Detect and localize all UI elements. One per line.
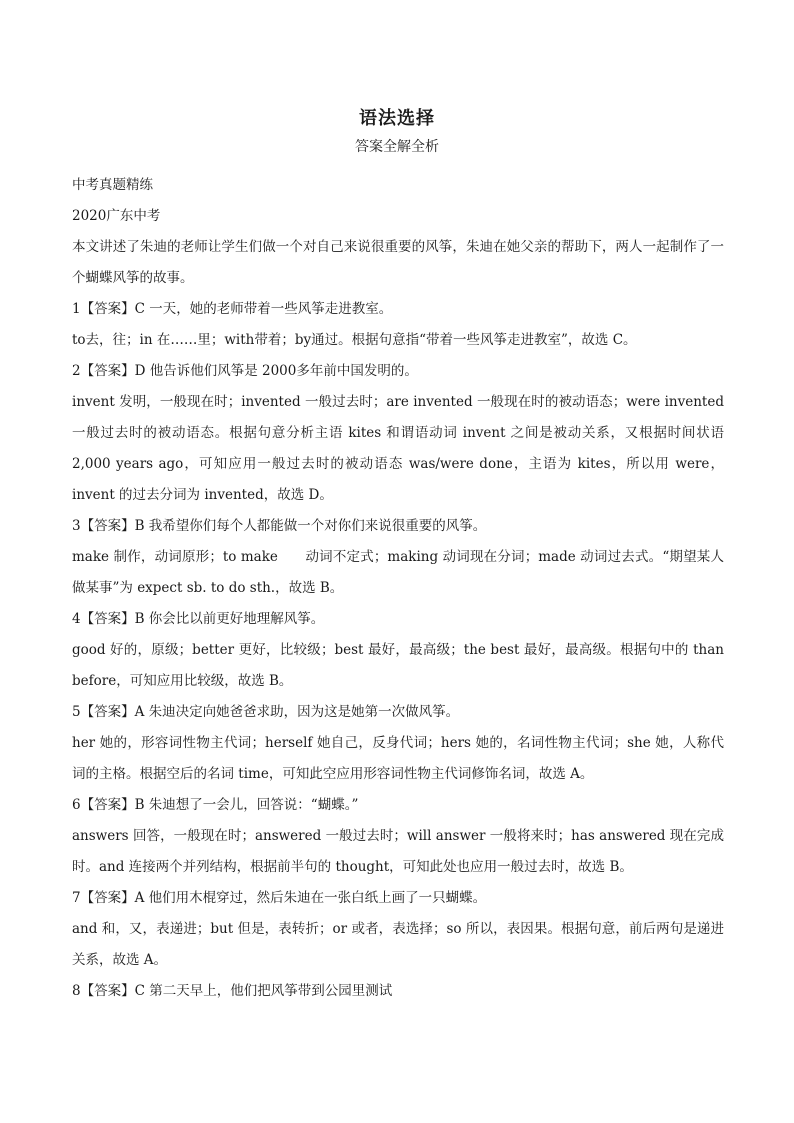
page-title: 语法选择 xyxy=(359,108,435,129)
answer-3-head: 3【答案】B 我希望你们每个人都能做一个对你们来说很重要的风筝。 xyxy=(72,518,487,534)
answer-7-head: 7【答案】A 他们用木棍穿过，然后朱迪在一张白纸上画了一只蝴蝶。 xyxy=(72,890,487,906)
answer-4-explanation: good 好的，原级；better 更好，比较级；best 最好，最高级；the best 最好，最高级。根据句中的 than before，可知应用比较级，故选 B。 xyxy=(72,642,724,689)
answer-4-head: 4【答案】B 你会比以前更好地理解风筝。 xyxy=(72,611,325,627)
answer-6-head: 6【答案】B 朱迪想了一会儿，回答说：“蝴蝶。” xyxy=(72,797,359,813)
answer-8-head: 8【答案】C 第二天早上，他们把风筝带到公园里测试 xyxy=(72,983,393,999)
section-heading: 中考真题精练 xyxy=(72,177,153,193)
answer-2-head: 2【答案】D 他告诉他们风筝是 2000多年前中国发明的。 xyxy=(72,363,418,379)
answer-1-explanation: to去，往；in 在……里；with带着；by通过。根据句意指“带着一些风筝走进教室”，故选 C。 xyxy=(72,332,637,348)
answer-1-head: 1【答案】C 一天，她的老师带着一些风筝走进教室。 xyxy=(72,301,393,317)
passage-summary: 本文讲述了朱迪的老师让学生们做一个对自己来说很重要的风筝，朱迪在她父亲的帮助下，两人一起制作了一个蝴蝶风筝的故事。 xyxy=(72,239,724,286)
answer-7-explanation: and 和，又，表递进；but 但是，表转折；or 或者，表选择；so 所以，表因果。根据句意，前后两句是递进关系，故选 A。 xyxy=(72,921,724,968)
answer-6-explanation: answers 回答，一般现在时；answered 一般过去时；will answer 一般将来时；has answered 现在完成时。and 连接两个并列结构，根据前半句的 thought，可知此处也应用一般过去时，故选 B。 xyxy=(72,828,724,875)
answer-5-explanation: her 她的，形容词性物主代词；herself 她自己，反身代词；hers 她的，名词性物主代词；she 她，人称代词的主格。根据空后的名词 time，可知此空应用形容词性物主代词修饰名词，故选 A。 xyxy=(72,735,724,782)
page-subtitle: 答案全解全析 xyxy=(355,139,439,155)
answer-5-head: 5【答案】A 朱迪决定向她爸爸求助，因为这是她第一次做风筝。 xyxy=(72,704,460,720)
document-body xyxy=(72,170,724,1007)
answer-3-explanation: make 制作，动词原形；to make 动词不定式；making 动词现在分词；made 动词过去式。“期望某人做某事”为 expect sb. to do sth.，故选 B。 xyxy=(72,549,724,596)
answer-2-explanation: invent 发明，一般现在时；invented 一般过去时；are invented 一般现在时的被动语态；were invented 一般过去时的被动语态。根据句意分析主语 kites 和谓语动词 invent 之间是被动关系，又根据时间状语 2,000 years ago，可知应用一般过去时的被动语态 was/were done，主语为 kites，所以用 were，invent 的过去分词为 invented，故选 D。 xyxy=(72,394,724,503)
exam-label: 2020广东中考 xyxy=(72,208,161,224)
